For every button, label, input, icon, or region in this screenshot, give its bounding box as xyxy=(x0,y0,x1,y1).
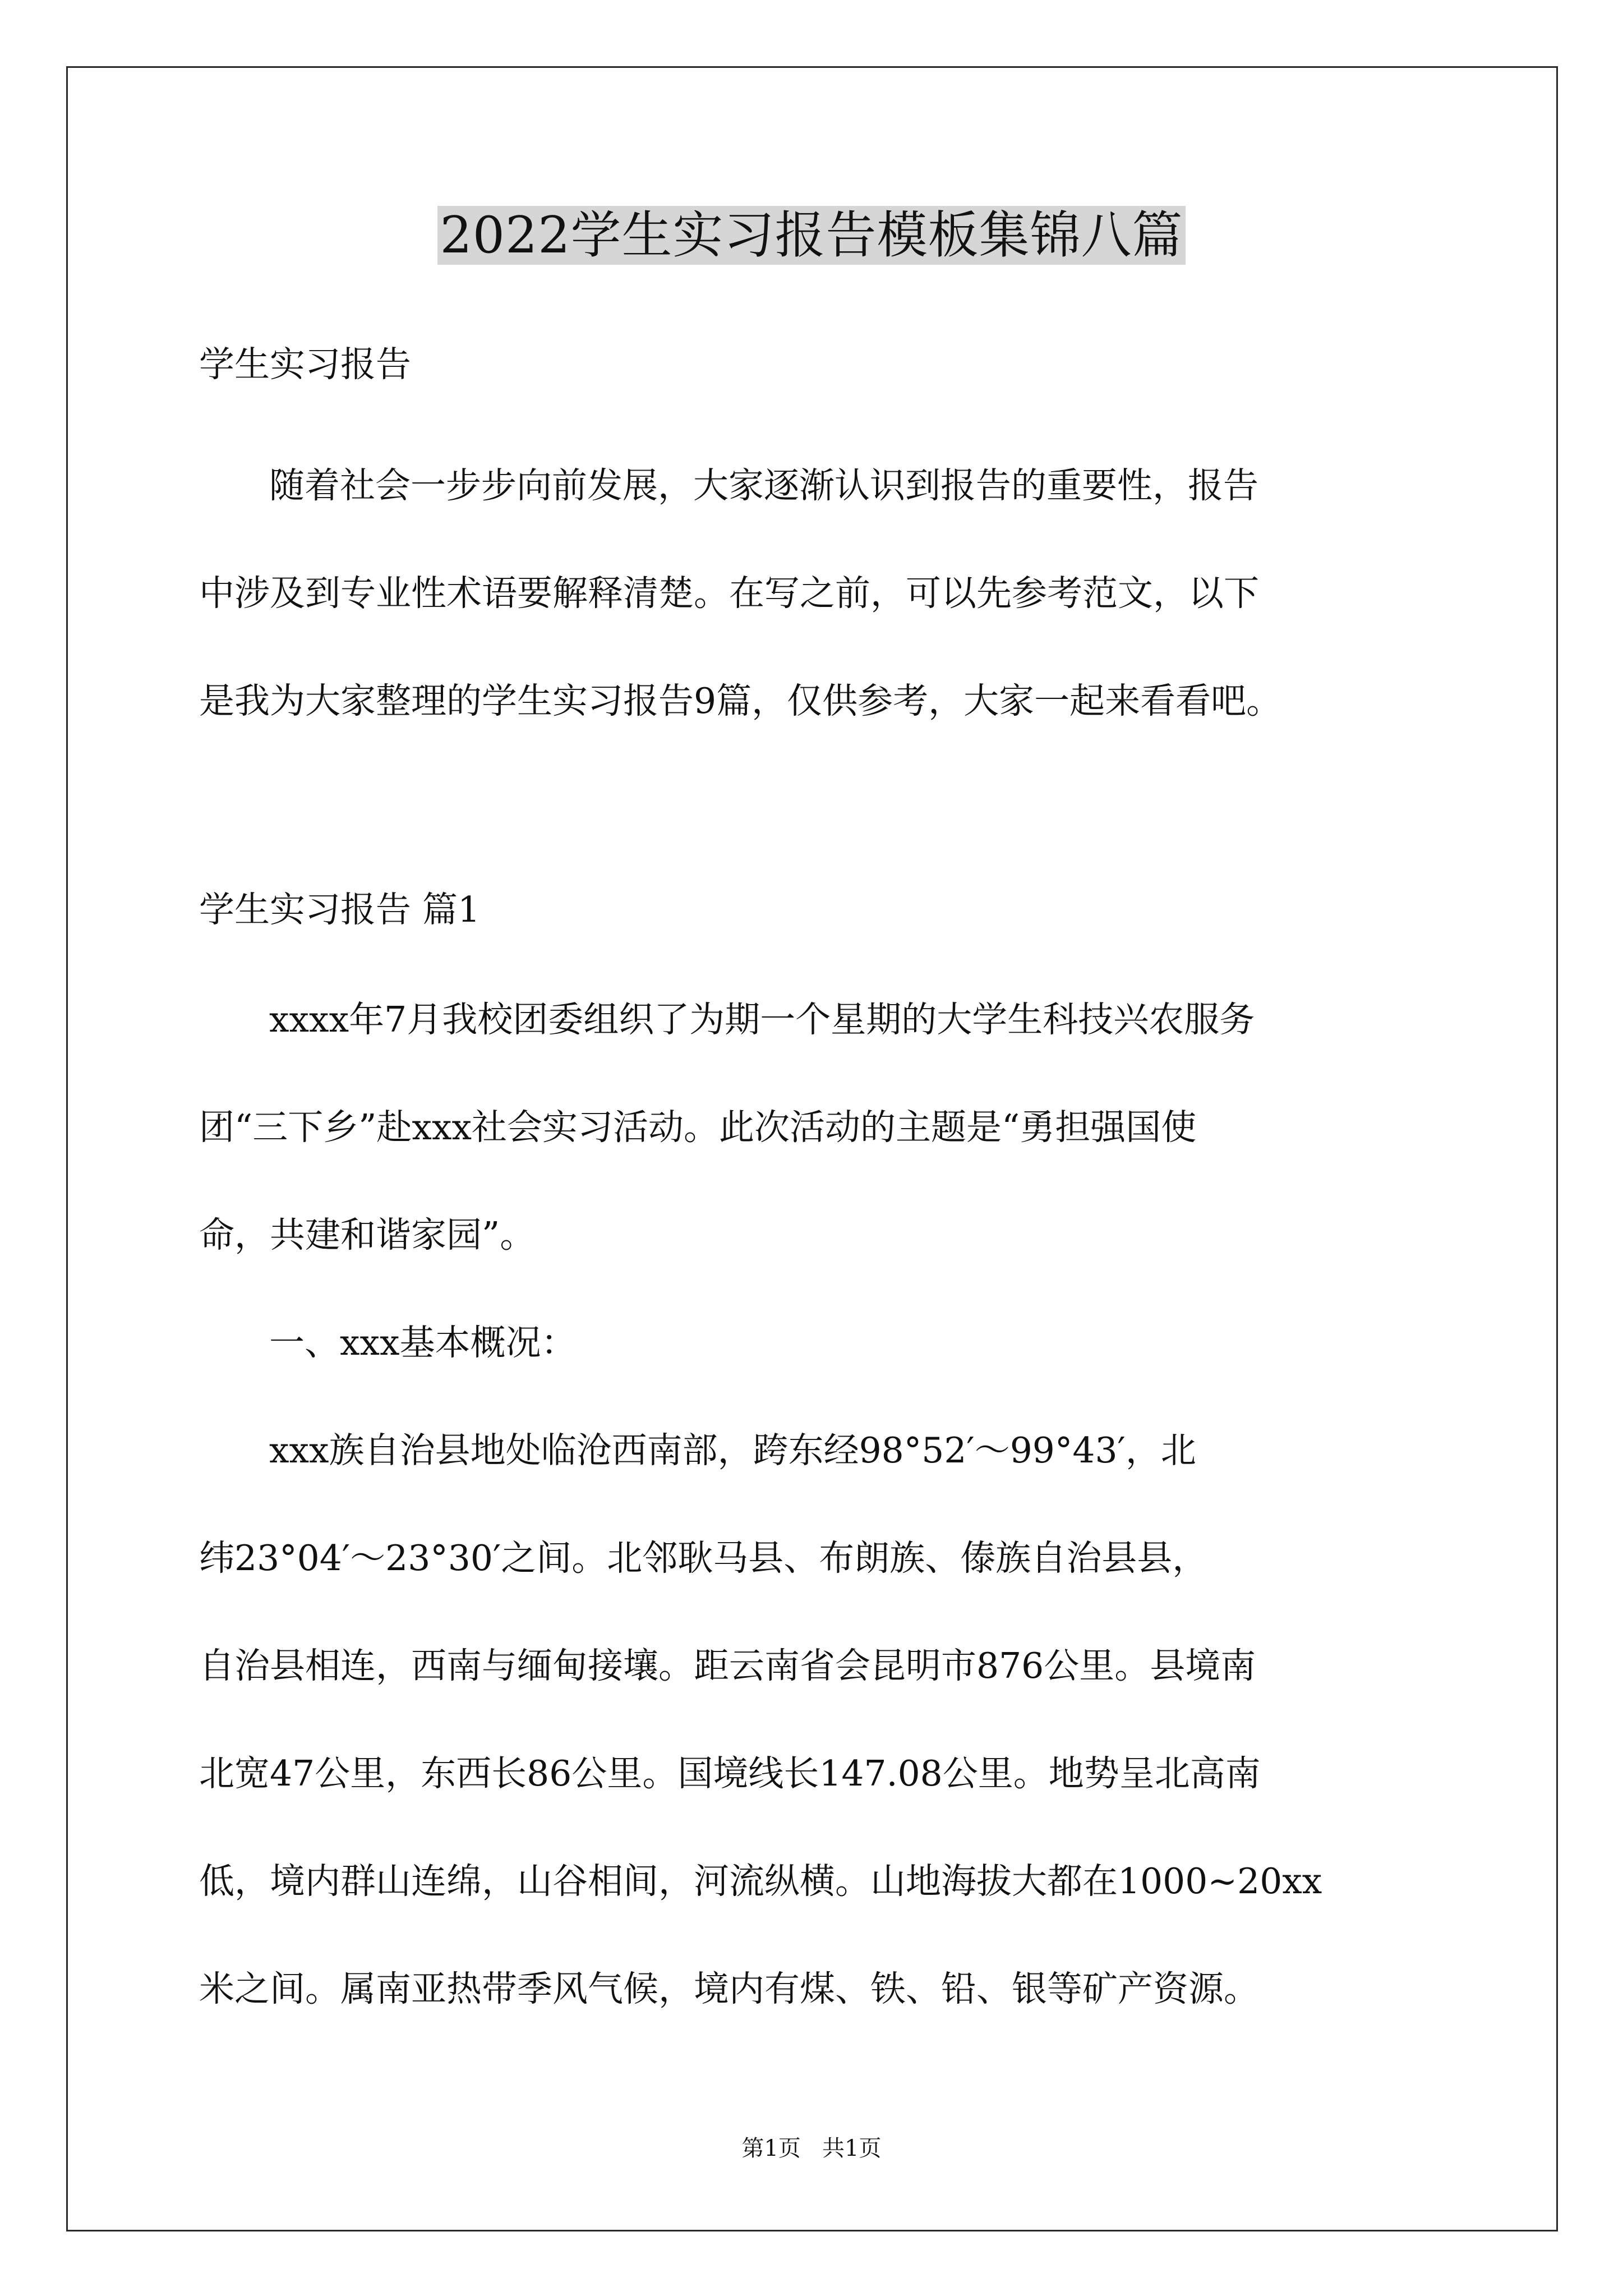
subheading: 一、xxx基本概况： xyxy=(269,1322,577,1363)
section-paragraph-line: 团“三下乡”赴xxx社会实习活动。此次活动的主题是“勇担强国使 xyxy=(199,1107,1197,1148)
document-title xyxy=(0,196,1623,275)
overview-paragraph-line: 自治县相连，西南与缅甸接壤。距云南省会昆明市876公里。县境南 xyxy=(199,1645,1256,1686)
overview-paragraph-line: 米之间。属南亚热带季风气候，境内有煤、铁、铅、银等矿产资源。 xyxy=(199,1968,1259,2009)
overview-paragraph-line: 北宽47公里，东西长86公里。国境线长147.08公里。地势呈北高南 xyxy=(199,1753,1261,1794)
intro-paragraph-line: 随着社会一步步向前发展，大家逐渐认识到报告的重要性，报告 xyxy=(269,465,1258,506)
section-heading: 学生实习报告 篇1 xyxy=(199,889,481,930)
overview-paragraph-line: 纬23°04′～23°30′之间。北邻耿马县、布朗族、傣族自治县县， xyxy=(199,1538,1208,1579)
overview-paragraph-line: xxx族自治县地处临沧西南部，跨东经98°52′～99°43′，北 xyxy=(269,1430,1196,1471)
intro-heading: 学生实习报告 xyxy=(199,344,411,385)
overview-paragraph-line: 低，境内群山连绵，山谷相间，河流纵横。山地海拔大都在1000~20xx xyxy=(199,1861,1322,1902)
section-paragraph-line: xxxx年7月我校团委组织了为期一个星期的大学生科技兴农服务 xyxy=(269,999,1255,1040)
intro-paragraph-line: 中涉及到专业性术语要解释清楚。在写之前，可以先参考范文，以下 xyxy=(199,573,1259,614)
section-paragraph-line: 命，共建和谐家园”。 xyxy=(199,1214,536,1255)
document-title-text: 2022学生实习报告模板集锦八篇 xyxy=(437,206,1185,265)
page-number-footer: 第1页 共1页 xyxy=(741,2136,882,2161)
intro-paragraph-line: 是我为大家整理的学生实习报告9篇，仅供参考，大家一起来看看吧。 xyxy=(199,680,1282,721)
